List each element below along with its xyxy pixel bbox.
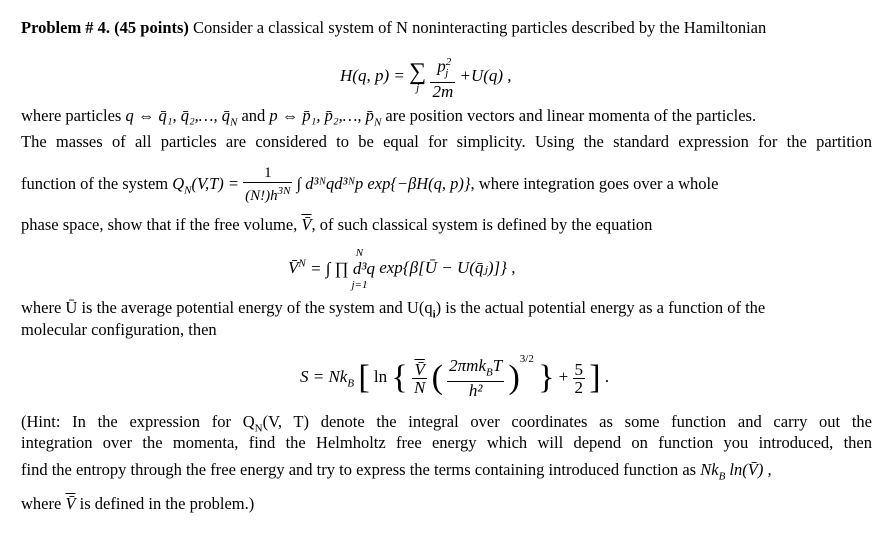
- partition-lhs: $Q_N(V,T)$ =: [172, 173, 240, 197]
- entropy-frac2-num: 2πmk$_B$T: [449, 355, 503, 379]
- free-volume-equation: [288, 248, 515, 290]
- volume-lhs: V̄$^N$: [288, 257, 306, 277]
- volume-rhs: = ∫ ∏ d³q: [309, 259, 375, 278]
- hamiltonian-rhs: +U(q) ,: [459, 65, 512, 85]
- entropy-frac3-num: 5: [574, 359, 584, 379]
- right-bracket: ]: [589, 359, 601, 397]
- hint-1a: (Hint: In the expression for Q: [21, 412, 255, 431]
- volume-exponential: exp{β[Ū − U(q̄ⱼ)]}: [379, 257, 507, 277]
- hint-line-3: [21, 460, 772, 486]
- volume-product: [310, 248, 375, 290]
- hint-line-4: [21, 494, 254, 514]
- product-lower-limit: j=1: [351, 279, 368, 291]
- text-where-particles: where particles: [21, 106, 122, 125]
- entropy-end: .: [604, 367, 610, 386]
- free-volume-symbol: V̄: [301, 215, 312, 234]
- sum-symbol: ∑: [409, 59, 427, 86]
- hamiltonian-denominator: 2m: [432, 82, 454, 102]
- left-brace: {: [391, 359, 408, 397]
- partition-integrand: ∫ d³ᴺqd³ᴺp exp{−βH(q, p)}: [296, 173, 471, 193]
- hint-4-vbar: V̄: [65, 494, 76, 513]
- text-integration-whole: , where integration goes over a whole: [470, 173, 719, 193]
- right-brace: }: [538, 359, 555, 397]
- hint-3-expr: $Nk_B$: [700, 460, 726, 483]
- partition-numerator: 1: [264, 165, 272, 181]
- problem-intro: Consider a classical system of N noninteracting particles described by the Hamiltonian: [193, 18, 767, 37]
- hamiltonian-sum: [409, 61, 426, 93]
- problem-statement-line-1: [21, 18, 766, 38]
- entropy-fraction-1: [412, 361, 427, 396]
- partition-fraction: [243, 165, 292, 205]
- entropy-frac3-den: 2: [574, 377, 584, 397]
- hamiltonian-fraction: [430, 54, 455, 100]
- text-where-ubar: where Ū is the average potential energy of the system and U(q: [21, 298, 433, 317]
- text-function-of-system: function of the system: [21, 173, 169, 193]
- entropy-ln: ln: [373, 367, 388, 386]
- hint-1b: (V, T) denote the integral over coordinates as some function and carry out the: [262, 412, 872, 431]
- problem-statement-line-3: The masses of all particles are considered to be equal for simplicity. Using the standard expression for the partition: [21, 132, 872, 151]
- hint-3a: find the entropy through the free energy and try to express the terms containing introduced function as: [21, 460, 697, 479]
- sum-index: j: [416, 82, 420, 95]
- hint-4b: is defined in the problem.): [79, 494, 255, 513]
- left-bracket: [: [358, 359, 370, 397]
- entropy-lhs: $S = Nk_B$: [300, 367, 355, 390]
- text-defined-by-equation: , of such classical system is defined by the equation: [311, 215, 653, 234]
- entropy-frac1-num: V̄: [414, 359, 425, 379]
- partition-denominator: $(N!)h^{3N}$: [243, 182, 292, 205]
- hint-4a: where: [21, 494, 62, 513]
- text-and: and: [241, 106, 266, 125]
- entropy-equation: $S = Nk_B$ [ ln { $\frac{V̄}{N}$ ( $\frac{2\pi mk_BT}{\text{h²}}$ )$^{3/2}$ } + $\frac{5}{2}$ ] .: [300, 353, 610, 401]
- hamiltonian-lhs: H(q, p) =: [340, 65, 410, 85]
- text-phase-space: phase space, show that if the free volume,: [21, 215, 298, 234]
- entropy-frac1-den: N: [413, 377, 426, 397]
- hint-3-expr-b: ln(V̄) ,: [729, 460, 772, 479]
- hamiltonian-numerator: $p^2_j$: [437, 56, 452, 80]
- problem-statement-line-5: [21, 215, 652, 235]
- text-actual-potential: ) is the actual potential energy as a function of the: [435, 298, 766, 317]
- volume-end: ,: [511, 257, 516, 277]
- position-vectors: q ⇔ q̄₁, q̄₂,…, $q̄_N$: [125, 106, 238, 129]
- text-where-ubar-sub: i: [432, 308, 436, 321]
- problem-statement-line-7: molecular configuration, then: [21, 320, 217, 339]
- product-upper-limit: N: [355, 247, 364, 259]
- left-paren: (: [431, 359, 443, 397]
- entropy-fraction-3: [573, 361, 586, 396]
- right-paren: ): [508, 359, 520, 397]
- hamiltonian-equation: [340, 54, 512, 100]
- entropy-fraction-2: [447, 357, 504, 399]
- problem-statement-line-4: [21, 165, 718, 205]
- momentum-vectors: p ⇔ p̄₁, p̄₂,…, $p̄_N$: [269, 106, 382, 129]
- hint-line-2: integration over the momenta, find the Helmholtz free energy which will depend on function you introduced, then: [21, 433, 872, 452]
- entropy-frac2-den: h²: [447, 381, 504, 399]
- entropy-power: 3/2: [519, 353, 534, 365]
- problem-statement-line-2: [21, 106, 756, 132]
- hint-1-sub: N: [254, 422, 263, 435]
- text-are-position: are position vectors and linear momenta of the particles.: [385, 106, 757, 125]
- problem-heading: Problem # 4. (45 points): [21, 18, 189, 37]
